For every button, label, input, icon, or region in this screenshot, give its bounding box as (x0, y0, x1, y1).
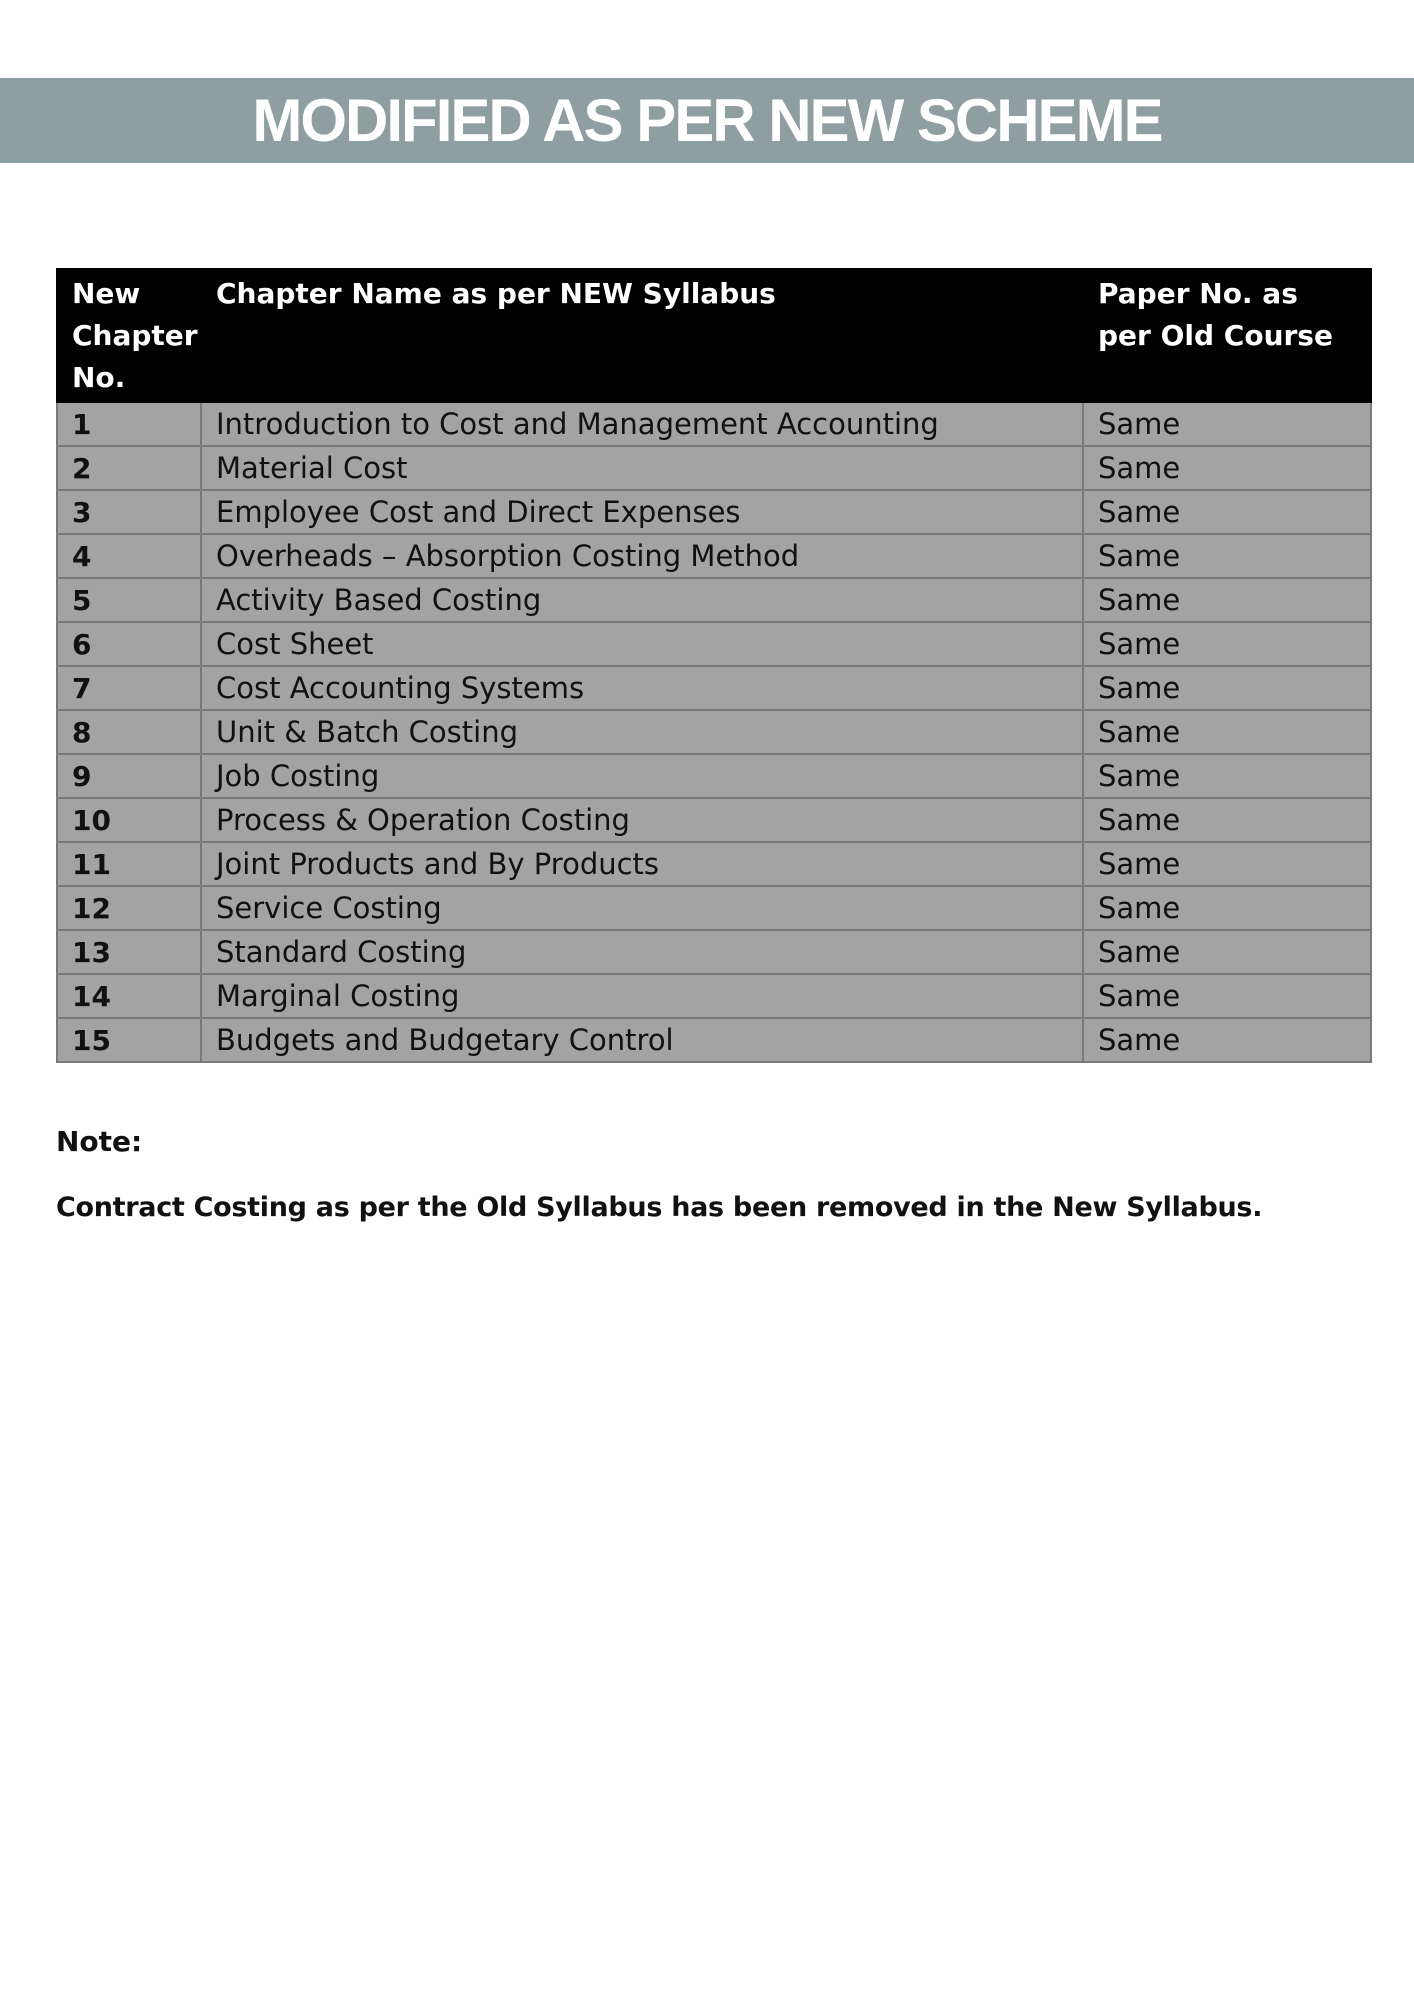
table-row (57, 886, 1371, 930)
chapter-name-cell: Standard Costing (201, 930, 1083, 974)
table-header-row (57, 269, 1371, 402)
chapter-no-cell: 8 (57, 710, 201, 754)
table-row (57, 490, 1371, 534)
paper-no-cell: Same (1083, 842, 1371, 886)
paper-no-cell: Same (1083, 446, 1371, 490)
chapter-name-cell: Material Cost (201, 446, 1083, 490)
chapter-name-cell: Unit & Batch Costing (201, 710, 1083, 754)
table-body (57, 402, 1371, 1062)
table-row (57, 930, 1371, 974)
chapter-no-cell: 15 (57, 1018, 201, 1062)
chapter-no-cell: 5 (57, 578, 201, 622)
chapter-no-cell: 11 (57, 842, 201, 886)
chapter-table (56, 268, 1372, 1063)
table-row (57, 402, 1371, 446)
paper-no-cell: Same (1083, 1018, 1371, 1062)
table-row (57, 622, 1371, 666)
chapter-name-cell: Process & Operation Costing (201, 798, 1083, 842)
paper-no-cell: Same (1083, 534, 1371, 578)
paper-no-cell: Same (1083, 490, 1371, 534)
chapter-name-cell: Employee Cost and Direct Expenses (201, 490, 1083, 534)
table-row (57, 578, 1371, 622)
paper-no-cell: Same (1083, 622, 1371, 666)
note-label: Note: (56, 1125, 143, 1158)
table-row (57, 534, 1371, 578)
chapter-no-cell: 14 (57, 974, 201, 1018)
chapter-name-cell: Joint Products and By Products (201, 842, 1083, 886)
chapter-no-cell: 6 (57, 622, 201, 666)
chapter-no-cell: 10 (57, 798, 201, 842)
chapter-name-cell: Activity Based Costing (201, 578, 1083, 622)
chapter-no-cell: 2 (57, 446, 201, 490)
paper-no-cell: Same (1083, 754, 1371, 798)
paper-no-cell: Same (1083, 930, 1371, 974)
table-header (57, 269, 1371, 402)
header-chapter-name: Chapter Name as per NEW Syllabus (201, 269, 1083, 402)
chapter-no-cell: 3 (57, 490, 201, 534)
table-row (57, 842, 1371, 886)
chapter-name-cell: Cost Sheet (201, 622, 1083, 666)
chapter-name-cell: Overheads – Absorption Costing Method (201, 534, 1083, 578)
header-paper-no: Paper No. as per Old Course (1083, 269, 1371, 402)
table-row (57, 446, 1371, 490)
table-row (57, 666, 1371, 710)
note-text: Contract Costing as per the Old Syllabus has been removed in the New Syllabus. (56, 1192, 1263, 1223)
table-row (57, 754, 1371, 798)
chapter-no-cell: 4 (57, 534, 201, 578)
paper-no-cell: Same (1083, 402, 1371, 446)
paper-no-cell: Same (1083, 666, 1371, 710)
table-row (57, 710, 1371, 754)
paper-no-cell: Same (1083, 798, 1371, 842)
page-title: MODIFIED AS PER NEW SCHEME (252, 87, 1162, 154)
chapter-no-cell: 9 (57, 754, 201, 798)
table-row (57, 798, 1371, 842)
paper-no-cell: Same (1083, 886, 1371, 930)
paper-no-cell: Same (1083, 974, 1371, 1018)
chapter-no-cell: 13 (57, 930, 201, 974)
chapter-no-cell: 7 (57, 666, 201, 710)
chapter-name-cell: Introduction to Cost and Management Accounting (201, 402, 1083, 446)
chapter-name-cell: Marginal Costing (201, 974, 1083, 1018)
chapter-table-container (56, 268, 1370, 1063)
table-row (57, 1018, 1371, 1062)
paper-no-cell: Same (1083, 710, 1371, 754)
chapter-name-cell: Cost Accounting Systems (201, 666, 1083, 710)
chapter-no-cell: 12 (57, 886, 201, 930)
paper-no-cell: Same (1083, 578, 1371, 622)
chapter-name-cell: Service Costing (201, 886, 1083, 930)
title-banner (0, 78, 1414, 163)
chapter-name-cell: Budgets and Budgetary Control (201, 1018, 1083, 1062)
chapter-no-cell: 1 (57, 402, 201, 446)
table-row (57, 974, 1371, 1018)
chapter-name-cell: Job Costing (201, 754, 1083, 798)
header-chapter-no: New Chapter No. (57, 269, 201, 402)
